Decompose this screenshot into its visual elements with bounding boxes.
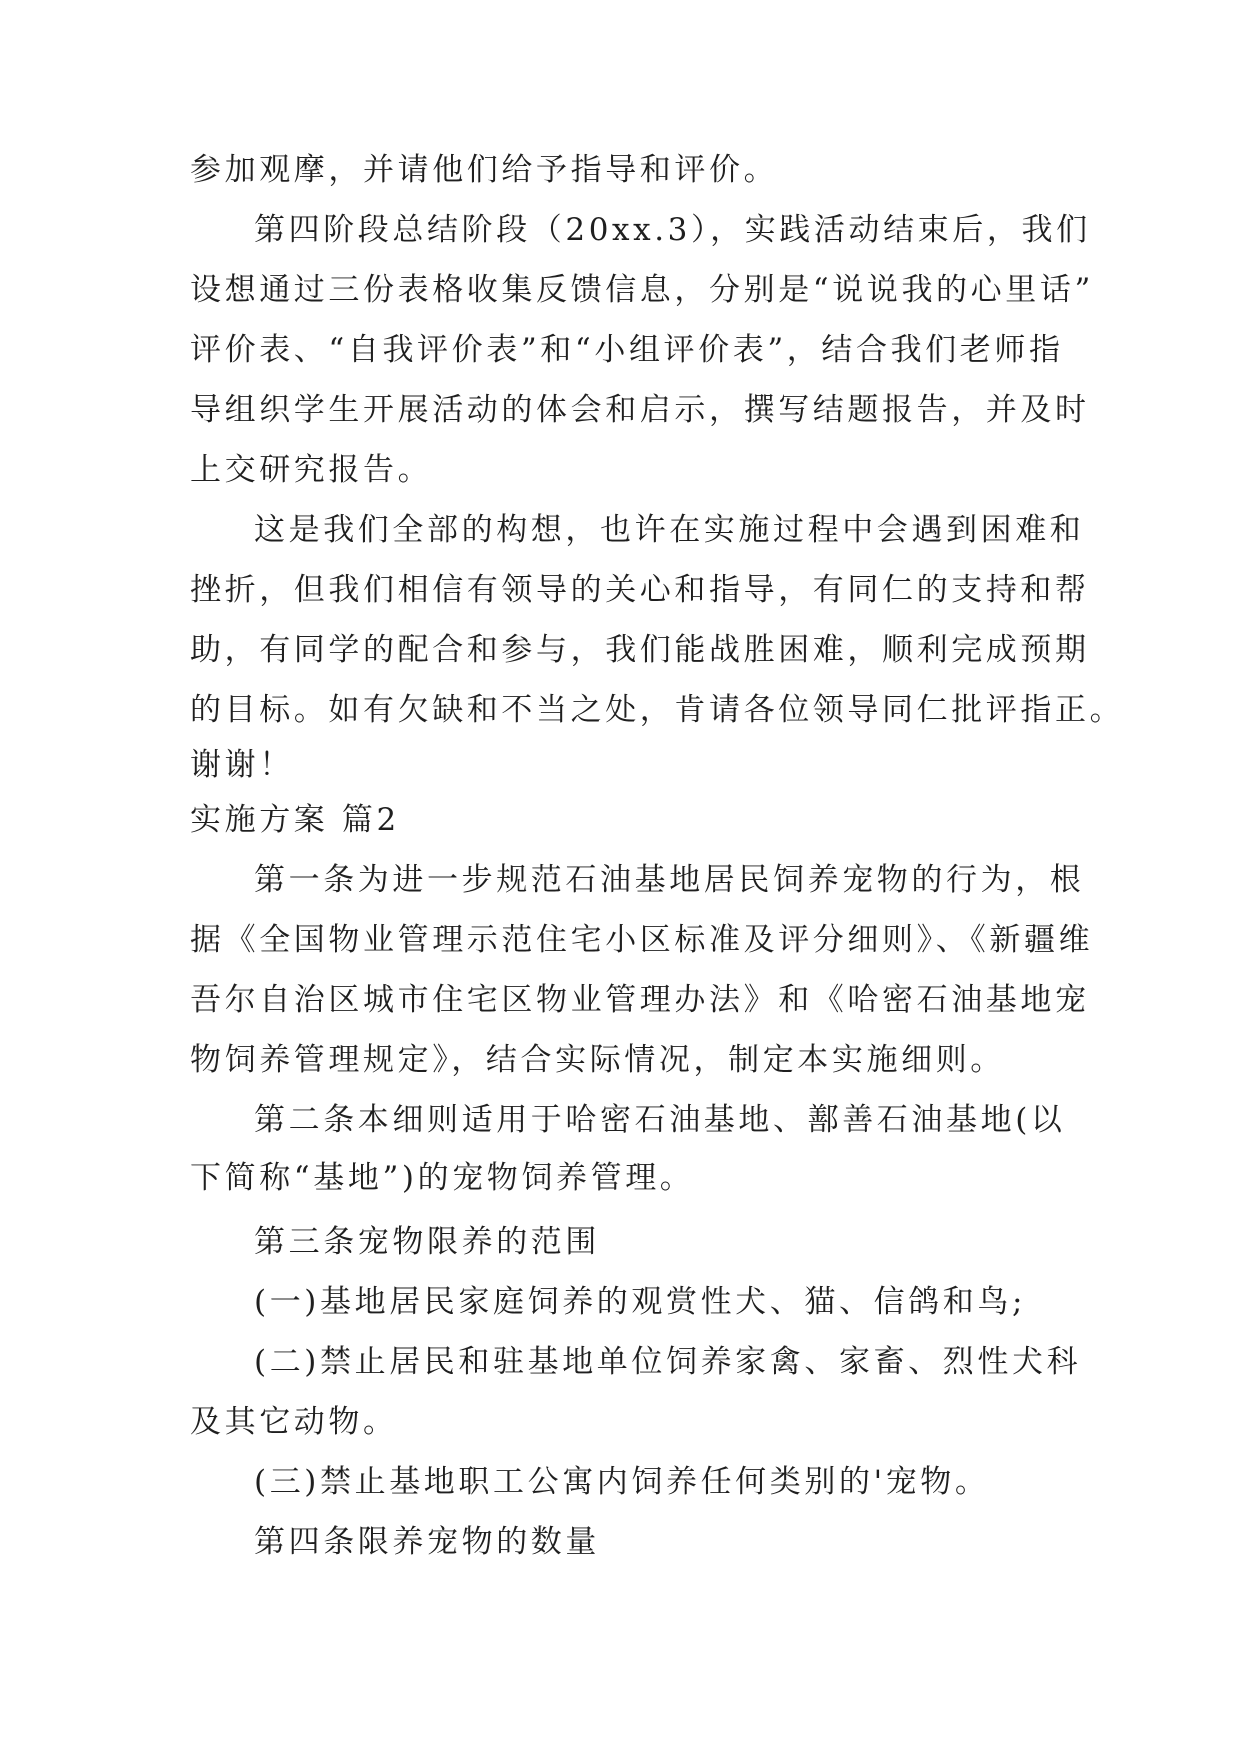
paragraph-first-line: (一)基地居民家庭饲养的观赏性犬、猫、信鸽和鸟; xyxy=(254,1284,1027,1320)
text-line: 及其它动物。 xyxy=(190,1404,398,1440)
paragraph-first-line: 第四条限养宠物的数量 xyxy=(254,1524,600,1560)
text-line: 助，有同学的配合和参与，我们能战胜困难，顺利完成预期 xyxy=(190,632,1090,668)
section-heading: 实施方案 篇2 xyxy=(190,802,400,838)
paragraph-first-line: 第二条本细则适用于哈密石油基地、鄯善石油基地(以 xyxy=(254,1102,1066,1138)
paragraph-first-line: (二)禁止居民和驻基地单位饲养家禽、家畜、烈性犬科 xyxy=(254,1344,1082,1380)
text-line: 导组织学生开展活动的体会和启示，撰写结题报告，并及时 xyxy=(190,392,1090,428)
text-line: 的目标。如有欠缺和不当之处，肯请各位领导同仁批评指正。 xyxy=(190,692,1125,728)
text-line: 评价表、“自我评价表”和“小组评价表”，结合我们老师指 xyxy=(190,332,1064,368)
paragraph-first-line: 这是我们全部的构想，也许在实施过程中会遇到困难和 xyxy=(254,512,1085,548)
text-line: 物饲养管理规定》，结合实际情况，制定本实施细则。 xyxy=(190,1042,1005,1078)
text-line: 下简称“基地”)的宠物饲养管理。 xyxy=(190,1160,695,1196)
text-line: 吾尔自治区城市住宅区物业管理办法》和《哈密石油基地宠 xyxy=(190,982,1090,1018)
text-line: 据《全国物业管理示范住宅小区标准及评分细则》、《新疆维 xyxy=(190,922,1094,958)
text-line: 上交研究报告。 xyxy=(190,452,433,488)
text-line: 挫折，但我们相信有领导的关心和指导，有同仁的支持和帮 xyxy=(190,572,1090,608)
paragraph-first-line: 第一条为进一步规范石油基地居民饲养宠物的行为，根 xyxy=(254,862,1085,898)
text-line: 设想通过三份表格收集反馈信息，分别是“说说我的心里话” xyxy=(190,272,1094,308)
paragraph-first-line: 第四阶段总结阶段（20xx.3），实践活动结束后，我们 xyxy=(254,212,1091,248)
text-line: 谢谢！ xyxy=(190,747,294,783)
text-line: 参加观摩，并请他们给予指导和评价。 xyxy=(190,152,779,188)
paragraph-first-line: 第三条宠物限养的范围 xyxy=(254,1224,600,1260)
paragraph-first-line: (三)禁止基地职工公寓内饲养任何类别的'宠物。 xyxy=(254,1464,990,1500)
